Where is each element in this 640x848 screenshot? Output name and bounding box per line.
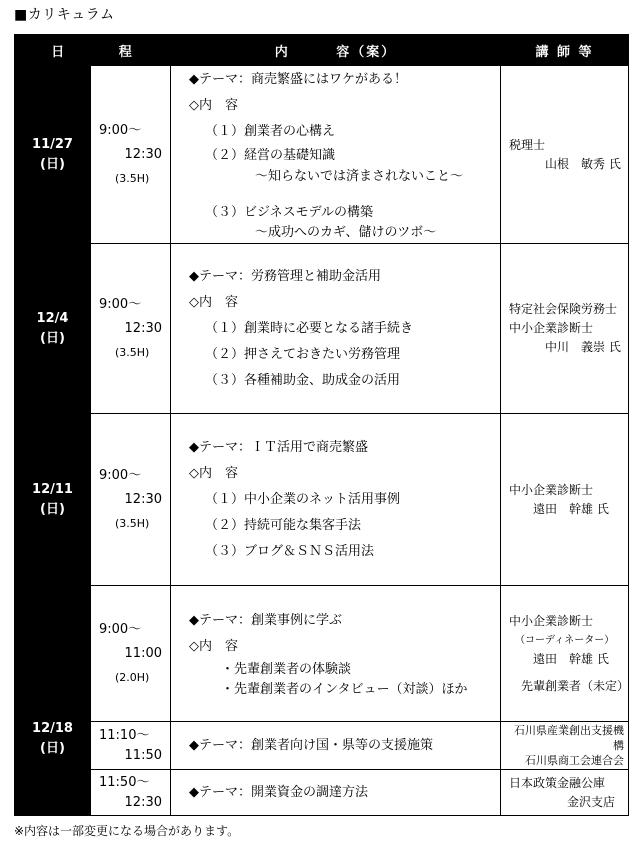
lecturer-name: 中川 義崇 氏 xyxy=(545,340,621,354)
table-row xyxy=(15,66,629,244)
theme: ◆テーマ：ＩＴ活用で商売繁盛 xyxy=(189,439,368,455)
footnote: ※内容は一部変更になる場合があります。 xyxy=(14,824,240,838)
time-cell xyxy=(91,66,171,244)
list-item: （３）各種補助金、助成金の活用 xyxy=(205,372,401,388)
header-content xyxy=(171,35,501,66)
table-row xyxy=(15,586,629,722)
list-item: （２）押さえておきたい労務管理 xyxy=(205,346,401,362)
time-start: 9:00～ xyxy=(99,122,142,138)
list-item: （３）ビジネスモデルの構築 xyxy=(205,204,373,220)
time-cell xyxy=(91,722,171,770)
list-item: ・先輩創業者の体験談 xyxy=(221,661,352,677)
content-cell xyxy=(171,244,501,414)
content-label: ◇内 容 xyxy=(189,638,238,654)
header-schedule xyxy=(15,35,171,66)
time-end: 12:30 xyxy=(124,320,162,336)
header-content-a: 内 xyxy=(274,44,290,60)
table-row xyxy=(15,414,629,586)
org-name: 石川県産業創出支援機構 xyxy=(514,724,624,752)
duration: (2.0H) xyxy=(115,670,150,684)
content-label: ◇内 容 xyxy=(189,97,238,113)
table-header xyxy=(15,35,629,66)
lecturer-title: 中小企業診断士 xyxy=(509,321,594,335)
table-row xyxy=(15,244,629,414)
time-start: 11:10～ xyxy=(99,727,150,743)
lecturer-cell xyxy=(501,414,629,586)
list-item: （１）創業者の心構え xyxy=(205,123,336,139)
time-end: 11:00 xyxy=(124,645,162,661)
lecturer-extra: 先輩創業者（未定） xyxy=(521,678,630,693)
date: 11/27 xyxy=(32,136,73,152)
time-end: 12:30 xyxy=(124,794,162,810)
time-end: 12:30 xyxy=(124,491,162,507)
content-cell xyxy=(171,586,501,722)
time-cell xyxy=(91,770,171,816)
date: 12/11 xyxy=(32,481,73,497)
lecturer-cell xyxy=(501,66,629,244)
lecturer-title: 税理士 xyxy=(509,137,546,152)
weekday: (日) xyxy=(40,330,65,346)
duration: (3.5H) xyxy=(115,516,150,530)
lecturer-name: 遠田 幹雄 氏 xyxy=(533,651,609,666)
list-item: （２）経営の基礎知識 xyxy=(205,147,336,163)
list-item: ・先輩創業者のインタビュー（対談）ほか xyxy=(221,681,468,697)
content-cell xyxy=(171,770,501,816)
theme: ◆テーマ：労務管理と補助金活用 xyxy=(189,268,381,284)
content-label: ◇内 容 xyxy=(189,465,238,481)
table-row xyxy=(15,722,629,770)
content-cell xyxy=(171,414,501,586)
time-cell xyxy=(91,586,171,722)
org-name: 石川県商工会連合会 xyxy=(525,754,624,767)
item-note: ～成功へのカギ、儲けのツボ～ xyxy=(255,224,437,240)
header-schedule-a: 日 xyxy=(51,44,67,60)
weekday: (日) xyxy=(40,501,65,517)
list-item: （２）持続可能な集客手法 xyxy=(205,517,362,533)
date-cell xyxy=(15,66,91,244)
org-name: 金沢支店 xyxy=(567,794,616,809)
item-note: ～知らないでは済まされないこと～ xyxy=(255,168,464,184)
org-name: 日本政策金融公庫 xyxy=(509,775,606,790)
time-start: 9:00～ xyxy=(99,296,142,312)
lecturer-title: 特定社会保険労務士 xyxy=(509,302,618,316)
time-end: 11:50 xyxy=(124,747,162,763)
content-cell xyxy=(171,722,501,770)
date-cell xyxy=(15,586,91,816)
lecturer-title: 中小企業診断士 xyxy=(509,613,594,628)
theme: ◆テーマ：開業資金の調達方法 xyxy=(189,784,368,800)
theme: ◆テーマ：創業者向け国・県等の支援施策 xyxy=(189,737,433,753)
table-row xyxy=(15,770,629,816)
content-label: ◇内 容 xyxy=(189,294,238,310)
header-content-b: 容（案） xyxy=(336,44,397,60)
time-end: 12:30 xyxy=(124,146,162,162)
time-start: 9:00～ xyxy=(99,621,142,637)
time-start: 9:00～ xyxy=(99,467,142,483)
header-lecturer: 講 師 等 xyxy=(501,35,629,66)
lecturer-cell xyxy=(501,244,629,414)
lecturer-cell xyxy=(501,722,629,770)
list-item: （１）中小企業のネット活用事例 xyxy=(205,491,401,507)
theme: ◆テーマ：商売繁盛にはワケがある！ xyxy=(189,71,407,87)
lecturer-cell xyxy=(501,586,629,722)
list-item: （１）創業時に必要となる諸手続き xyxy=(205,320,414,336)
date-cell xyxy=(15,244,91,414)
content-cell xyxy=(171,66,501,244)
lecturer-name: 山根 敏秀 氏 xyxy=(545,156,621,171)
time-cell xyxy=(91,414,171,586)
time-cell xyxy=(91,244,171,414)
weekday: (日) xyxy=(40,740,65,756)
weekday: (日) xyxy=(40,156,65,172)
lecturer-role: （コーディネーター） xyxy=(515,634,615,646)
date: 12/18 xyxy=(32,720,73,736)
duration: (3.5H) xyxy=(115,345,150,359)
date: 12/4 xyxy=(36,310,69,326)
lecturer-cell xyxy=(501,770,629,816)
header-schedule-b: 程 xyxy=(118,44,134,60)
section-title: ■カリキュラム xyxy=(14,7,115,23)
list-item: （３）ブログ＆ＳＮＳ活用法 xyxy=(205,543,375,559)
duration: (3.5H) xyxy=(115,171,150,185)
date-cell xyxy=(15,414,91,586)
curriculum-table xyxy=(14,34,629,816)
time-start: 11:50～ xyxy=(99,774,150,790)
lecturer-name: 遠田 幹雄 氏 xyxy=(533,501,609,516)
lecturer-title: 中小企業診断士 xyxy=(509,482,594,497)
theme: ◆テーマ：創業事例に学ぶ xyxy=(189,612,342,628)
